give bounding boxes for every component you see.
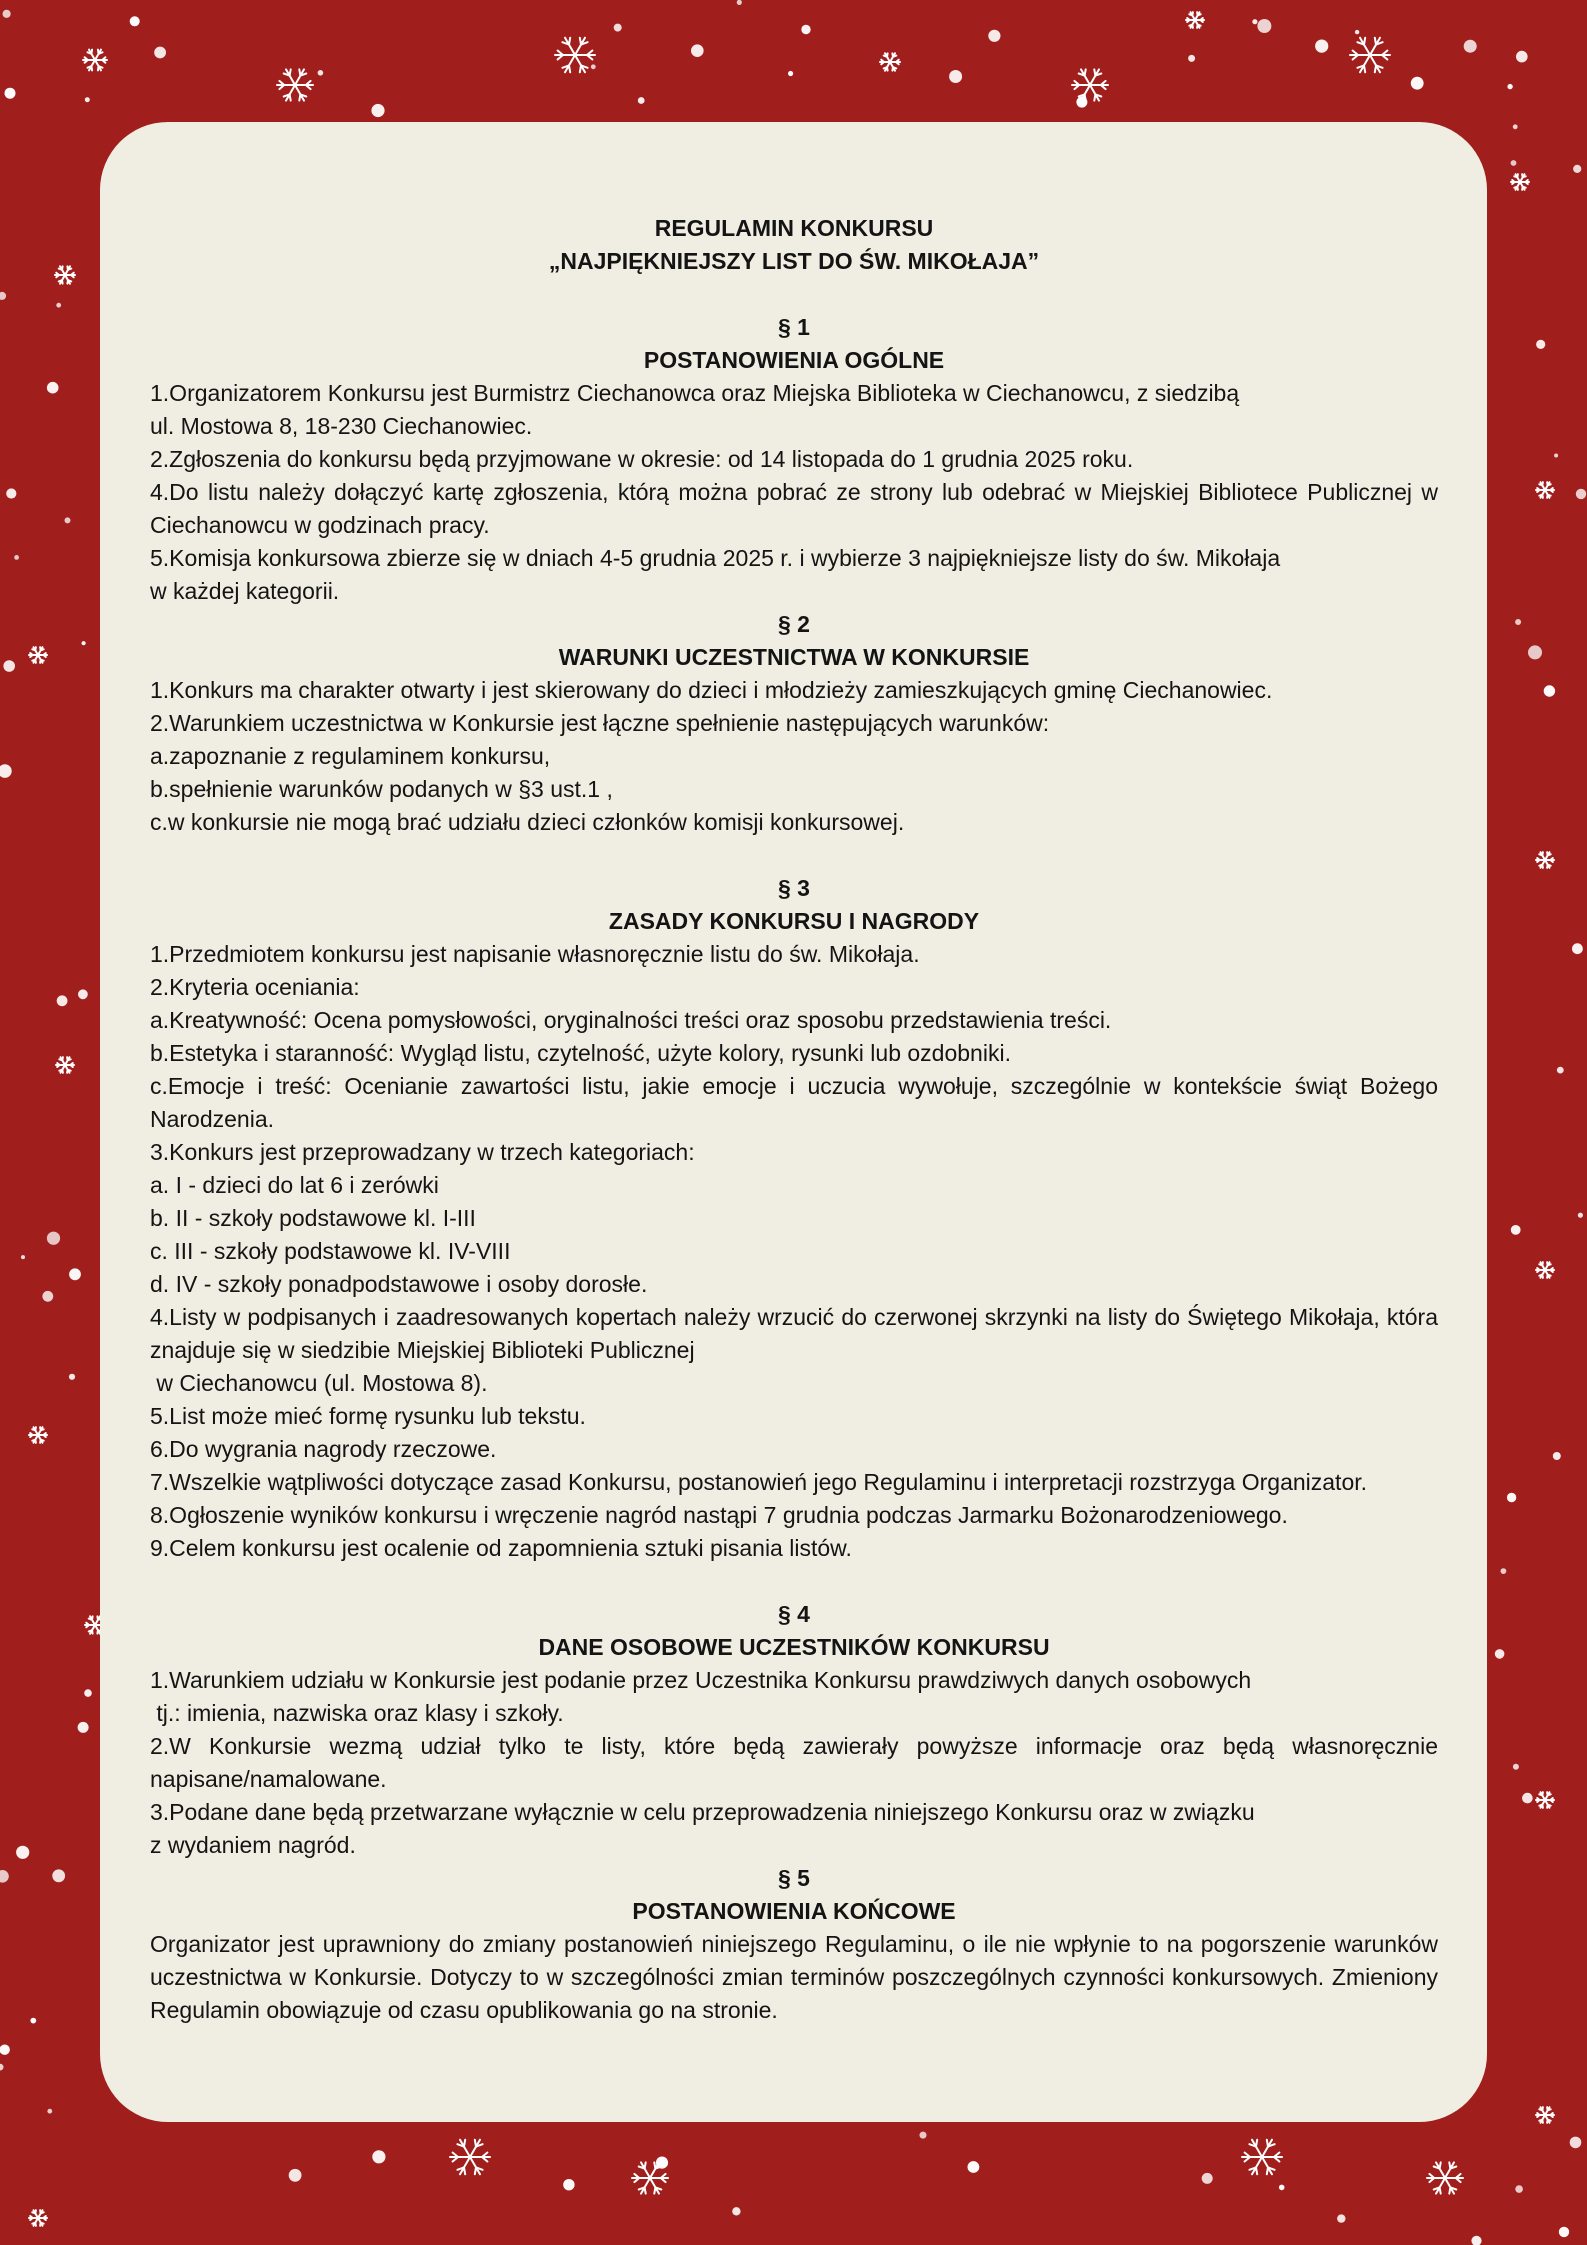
snow-dot (1576, 489, 1586, 499)
snow-dot (1528, 645, 1542, 659)
snow-dot (1507, 84, 1512, 89)
snow-dot (56, 303, 61, 308)
paragraph: Organizator jest uprawniony do zmiany postanowień niniejszego Regulaminu, o ile nie wpłynie to na pogorszenie warunków uczestnictwa w Konkursie. Dotyczy to w szczególności zmian terminów poszczególnych czynności konkursowych. Zmieniony Regulamin obowiązuje od czasu opublikowania go na stronie. (150, 1931, 1438, 2023)
snowflake-icon (880, 53, 900, 70)
snow-dot (372, 2150, 385, 2163)
snow-dot (1516, 51, 1528, 63)
paragraph: 8.Ogłoszenie wyników konkursu i wręczenie nagród nastąpi 7 grudnia podczas Jarmarku Bożonarodzeniowego. (150, 1502, 1288, 1528)
snow-dot (1257, 19, 1271, 33)
snow-dot (732, 2207, 740, 2215)
paragraph: a. I - dzieci do lat 6 i zerówki (150, 1172, 439, 1198)
snowflake-icon (1536, 2107, 1554, 2123)
snow-dot (920, 2132, 927, 2139)
snow-dot (1515, 2185, 1523, 2193)
snow-dot (614, 24, 622, 32)
paragraph: w Ciechanowcu (ul. Mostowa 8). (150, 1370, 488, 1396)
snow-dot (1315, 40, 1328, 53)
snowflake-icon (55, 266, 75, 283)
snow-dot (130, 16, 140, 26)
snow-dot (0, 2045, 10, 2055)
paragraph: c. III - szkoły podstawowe kl. IV-VIII (150, 1238, 511, 1264)
snowflake-icon (56, 1057, 74, 1073)
paragraph: w każdej kategorii. (150, 578, 340, 604)
snow-dot (16, 1846, 29, 1859)
snow-dot (1554, 454, 1558, 458)
snowflake-icon (1186, 12, 1204, 28)
snowflake-icon (1536, 482, 1554, 498)
section-number: § 1 (778, 314, 810, 340)
snow-dot (14, 555, 19, 560)
snow-dot (968, 2161, 980, 2173)
snow-dot (1559, 2227, 1569, 2237)
snow-dot (21, 1255, 25, 1259)
snow-dot (1202, 2173, 1213, 2184)
paragraph: 5.List może mieć formę rysunku lub tekstu. (150, 1403, 586, 1429)
snowflake-icon (450, 2140, 490, 2175)
snowflake-icon (1536, 852, 1554, 868)
snow-dot (5, 88, 16, 99)
paragraph: 1.Konkurs ma charakter otwarty i jest skierowany do dzieci i młodzieży zamieszkujących gminę Ciechanowiec. (150, 677, 1273, 703)
snow-dot (1495, 1649, 1505, 1659)
document-content (150, 212, 1438, 2027)
paragraph: d. IV - szkoły ponadpodstawowe i osoby dorosłe. (150, 1271, 648, 1297)
snow-dot (1522, 1793, 1533, 1804)
paragraph: ul. Mostowa 8, 18-230 Ciechanowiec. (150, 413, 533, 439)
snow-dot (84, 1689, 92, 1697)
snow-dot (78, 989, 88, 999)
paragraph: 3.Konkurs jest przeprowadzany w trzech kategoriach: (150, 1139, 695, 1165)
paragraph: z wydaniem nagród. (150, 1832, 356, 1858)
snow-dot (1515, 619, 1521, 625)
paragraph: c.Emocje i treść: Ocenianie zawartości listu, jakie emocje i uczucia wywołuje, szczególnie w kontekście świąt Bożego Narodzenia. (150, 1073, 1438, 1132)
paragraph: a.Kreatywność: Ocena pomysłowości, oryginalności treści oraz sposobu przedstawienia treści. (150, 1007, 1112, 1033)
section-heading: DANE OSOBOWE UCZESTNIKÓW KONKURSU (538, 1634, 1050, 1660)
paragraph: 1.Przedmiotem konkursu jest napisanie własnoręcznie listu do św. Mikołaja. (150, 941, 920, 967)
snow-dot (6, 488, 16, 498)
snow-dot (737, 0, 742, 5)
paragraph: b. II - szkoły podstawowe kl. I-III (150, 1205, 476, 1231)
paragraph: 1.Organizatorem Konkursu jest Burmistrz Ciechanowca oraz Miejska Biblioteka w Ciechanowcu, z siedzibą (150, 380, 1240, 406)
snowflake-icon (1536, 1792, 1554, 1808)
snow-dot (949, 70, 962, 83)
snow-dot (1557, 1067, 1564, 1074)
document-subtitle: „NAJPIĘKNIEJSZY LIST DO ŚW. MIKOŁAJA” (548, 248, 1040, 274)
snow-dot (1572, 943, 1583, 954)
paragraph: 6.Do wygrania nagrody rzeczowe. (150, 1436, 497, 1462)
snow-dot (691, 44, 704, 57)
snowflake-icon (29, 1427, 47, 1443)
snow-dot (154, 47, 166, 59)
paragraph: 5.Komisja konkursowa zbierze się w dniach 4-5 grudnia 2025 r. i wybierze 3 najpiękniejsze listy do św. Mikołaja (150, 545, 1281, 571)
snow-dot (371, 104, 384, 117)
snow-dot (78, 1722, 89, 1733)
snowflake-icon (1536, 1262, 1554, 1278)
section-heading: ZASADY KONKURSU I NAGRODY (608, 908, 980, 934)
snow-dot (1507, 1493, 1516, 1502)
snow-dot (563, 2179, 574, 2190)
snow-dot (1511, 160, 1517, 166)
snow-dot (1252, 19, 1257, 24)
document-title: REGULAMIN KONKURSU (654, 215, 934, 241)
snow-dot (3, 10, 11, 18)
snow-dot (591, 64, 596, 69)
paragraph: 2.Warunkiem uczestnictwa w Konkursie jest łączne spełnienie następujących warunków: (150, 710, 1050, 736)
snowflake-icon (555, 38, 595, 73)
snow-dot (1464, 40, 1477, 53)
paragraph: 9.Celem konkursu jest ocalenie od zapomnienia sztuki pisania listów. (150, 1535, 852, 1561)
snow-dot (1501, 1568, 1507, 1574)
snow-dot (1279, 2185, 1285, 2191)
paragraph: b.spełnienie warunków podanych w §3 ust.1 , (150, 776, 613, 802)
paragraph: 1.Warunkiem udziału w Konkursie jest podanie przez Uczestnika Konkursu prawdziwych danych osobowych (150, 1667, 1252, 1693)
snow-dot (57, 995, 68, 1006)
snow-dot (1337, 2214, 1345, 2222)
snow-dot (1544, 685, 1555, 696)
snow-dot (69, 1374, 75, 1380)
section-number: § 2 (778, 611, 810, 637)
paragraph: 2.W Konkursie wezmą udział tylko te listy, które będą zawierały powyższe informacje oraz będą własnoręcznie napisane/namalowane. (150, 1733, 1438, 1792)
section-heading: WARUNKI UCZESTNICTWA W KONKURSIE (558, 644, 1030, 670)
snowflake-icon (277, 69, 313, 100)
snowflake-icon (1072, 69, 1108, 100)
section-number: § 3 (778, 875, 810, 901)
snow-dot (1570, 2137, 1582, 2149)
snow-dot (988, 30, 1000, 42)
snow-dot (65, 517, 71, 523)
snow-dot (47, 2109, 52, 2114)
snow-dot (3, 660, 15, 672)
snowflake-icon (1427, 2162, 1463, 2193)
snow-dot (47, 382, 59, 394)
snow-dot (42, 1291, 53, 1302)
snow-dot (1471, 2236, 1481, 2245)
section-heading: POSTANOWIENIA KOŃCOWE (632, 1898, 956, 1924)
snow-dot (318, 70, 324, 76)
snow-dot (1578, 1213, 1583, 1218)
snow-dot (1513, 1764, 1519, 1770)
snow-dot (0, 764, 12, 778)
snow-dot (1553, 1452, 1561, 1460)
snowflake-icon (29, 647, 47, 663)
paragraph: c.w konkursie nie mogą brać udziału dzieci członków komisji konkursowej. (150, 809, 905, 835)
snow-dot (85, 97, 90, 102)
snowflake-icon (29, 2210, 47, 2226)
snow-dot (1511, 1225, 1521, 1235)
paragraph: tj.: imienia, nazwiska oraz klasy i szkoły. (150, 1700, 564, 1726)
snowflake-icon (1511, 174, 1529, 190)
snow-dot (788, 71, 793, 76)
snow-dot (82, 641, 86, 645)
snow-dot (0, 2064, 4, 2071)
snow-dot (0, 1870, 9, 1883)
paragraph: 2.Kryteria oceniania: (150, 974, 360, 1000)
snow-dot (1188, 55, 1195, 62)
snow-dot (1513, 124, 1518, 129)
paragraph: 3.Podane dane będą przetwarzane wyłącznie w celu przeprowadzenia niniejszego Konkursu oraz w związku (150, 1799, 1255, 1825)
snow-dot (1355, 30, 1359, 34)
snow-dot (801, 25, 810, 34)
paragraph: a.zapoznanie z regulaminem konkursu, (150, 743, 551, 769)
section-number: § 4 (778, 1601, 810, 1627)
paragraph: b.Estetyka i staranność: Wygląd listu, czytelność, użyte kolory, rysunki lub ozdobniki. (150, 1040, 1011, 1066)
snowflake-icon (1242, 2140, 1282, 2175)
snow-dot (69, 1268, 81, 1280)
section-heading: POSTANOWIENIA OGÓLNE (643, 347, 945, 373)
snow-dot (0, 292, 6, 300)
section-number: § 5 (778, 1865, 810, 1891)
paragraph: 4.Listy w podpisanych i zaadresowanych kopertach należy wrzucić do czerwonej skrzynki na listy do Świętego Mikołaja, która znajduje się w siedzibie Miejskiej Biblioteki Publicznej (150, 1304, 1438, 1363)
paragraph: 7.Wszelkie wątpliwości dotyczące zasad Konkursu, postanowień jego Regulaminu i interpretacji rozstrzyga Organizator. (150, 1469, 1368, 1495)
snowflake-icon (83, 50, 107, 71)
snow-dot (52, 1869, 65, 1882)
snow-dot (47, 1232, 60, 1245)
snowflake-icon (1350, 38, 1390, 73)
snow-dot (289, 2169, 302, 2182)
paragraph: 2.Zgłoszenia do konkursu będą przyjmowane w okresie: od 14 listopada do 1 grudnia 2025 roku. (150, 446, 1134, 472)
snow-dot (638, 97, 645, 104)
paragraph: 4.Do listu należy dołączyć kartę zgłoszenia, którą można pobrać ze strony lub odebrać w Miejskiej Bibliotece Publicznej w Ciechanowcu w godzinach pracy. (150, 479, 1438, 538)
snow-dot (30, 2018, 36, 2024)
snow-dot (1573, 165, 1581, 173)
snow-dot (1536, 340, 1545, 349)
snow-dot (1411, 77, 1424, 90)
